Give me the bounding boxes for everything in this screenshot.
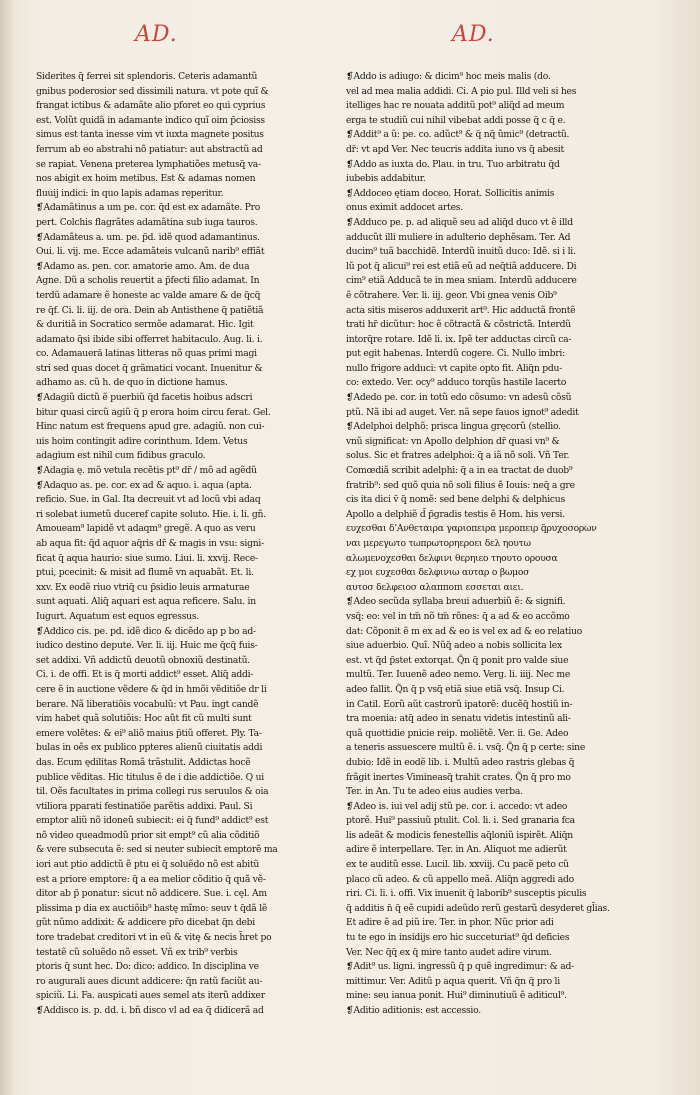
text-line: ❡Addoceo ętiam doceo. Horat. Sollicitis animis	[346, 187, 555, 199]
text-line: tra moenia: atq̃ adeo in senatu videtis intestinũ ali-	[346, 713, 571, 725]
text-line: nos abigit ex hoim metibus. Est & adamas nomen	[36, 173, 256, 185]
text-line: uis hoim contingit adire corinthum. Idem. Vetus	[36, 435, 248, 447]
text-line: vel ad mea malia addidi. Ci. A pio pul. Illd veli si hes	[346, 85, 577, 97]
text-line: bitur quasi circũ agiũ q̃ p erora hoim circu ferat. Gel.	[36, 406, 271, 418]
text-line: adeo fallit. Q̃n q̃ p vsq̃ etiã siue etiã vsq̃. Insup Ci.	[346, 683, 565, 695]
text-line: ferrum ab eo abstrahi nõ patiatur: aut abstractũ ad	[36, 143, 263, 155]
text-line: ducim⁹ tuã bacchidẽ. Interdũ inuitũ duco: Idẽ. si i li.	[346, 246, 576, 258]
text-line: tore tradebat creditori vt in eũ & vitę & necis h̃ret po	[36, 932, 272, 944]
text-line: xxv. Ex eodẽ riuo vtriq̃ cu p̃sidio leuis armaturae	[36, 581, 250, 593]
text-line: ditor ab p̃ ponatur: sicut nõ addicere. Sue. i. cęl. Am	[36, 888, 267, 900]
text-line: iori aut ptio addictũ ẽ ptu ei q̃ soluẽdo nõ est abitũ	[36, 859, 260, 871]
text-line: ❡Addo is adiugo: & dicim⁹ hoc meis malis (do.	[346, 71, 551, 82]
text-line: dat: Cõponit ẽ m ex ad & eo is vel ex ad & eo relatiuo	[346, 625, 582, 637]
text-line: cis ita dici v̄ q̃ nomẽ: sed bene delphi & delphicus	[346, 494, 565, 506]
text-line: testatẽ cũ soluẽdo nõ esset. Vñ ex trib⁹ verbis	[36, 946, 238, 958]
text-line: gũt nũmo addixit: & addicere pr̃o dicebat q̃n debi	[36, 917, 255, 929]
text-line: ❡Adagiũ dictũ ẽ puerbiũ q̃d facetis hoibus adscri	[36, 392, 253, 404]
text-line: stri sed quas docet q̃ grãmatici vocant. Inuenitur &	[36, 362, 263, 374]
text-line: iubebis addabitur.	[346, 173, 426, 185]
text-line: multũ. Ter. Iuuenẽ adeo nemo. Verg. li. iiij. Nec me	[346, 669, 571, 681]
text-line: ❡Addisco is. p. dd. i. bñ disco vl ad ea q̃ didicerã ad	[36, 1005, 264, 1016]
text-line: adamato q̃si ibide sibi offerret habitaculo. Aug. li. i.	[36, 333, 263, 345]
text-line: erga te studiũ cui nihil vibebat addi posse q̃ c q̃ e.	[346, 114, 566, 126]
text-line: emptor aliũ nõ idoneũ subiecit: ei q̃ fund⁹ addict⁹ est	[36, 815, 269, 827]
text-line: a teneris assuescere multũ ẽ. i. vsq̃. Q̃n q̃ p certe: sine	[346, 742, 586, 754]
text-line: lis adeãt & modicis fenestellis aq̃loniũ ispirẽt. Aliq̃n	[346, 829, 573, 841]
text-line: cim⁹ etiã Adducã te in mea sniam. Interdũ adducere	[346, 275, 577, 287]
text-line: & vere subsecuta ẽ: sed si neuter subiecit emptorẽ ma	[36, 844, 278, 856]
text-line: fluuij indici: in quo lapis adamas reperitur.	[36, 187, 224, 199]
text-line: frãgit inertes Vimineasq̃ trahit crates. Q̃n q̃ pro mo	[346, 771, 571, 783]
text-line: quã quottidie pnicie reip. moliẽtẽ. Ver. ii. Ge. Adeo	[346, 727, 569, 739]
text-line: & duritiã in Socratico sermõe adamarat. Hic. Igit	[36, 319, 254, 331]
text-line: ptũ. Nã ibi ad auget. Ver. nã sepe fauos ignot⁹ adedit	[346, 406, 579, 418]
text-line: simus est tanta inesse vim vt iuxta magnete positus	[36, 129, 264, 141]
text-line: q̃ additis n̄ q̃ eẽ cupidi adeũdo rerũ gestarũ desyderet gl̃ias.	[346, 902, 610, 914]
text-line: mittimur. Ver. Aditũ p aqua querit. Vñ q̃n q̃ pro li	[346, 975, 560, 987]
text-line: set addixi. Vñ addictũ deuotũ obnoxiũ destinatũ.	[36, 654, 250, 666]
text-line: acta sitis miseros adduxerit art⁹. Hic adductã frontẽ	[346, 304, 576, 316]
text-line: spiciũ. Li. Fa. auspicati aues semel ats iterũ addixer	[36, 990, 265, 1002]
text-line: Comœdiã scribit adelphi: q̃ a in ea tractat de duob⁹	[346, 465, 573, 477]
text-line: ναι μερεγωτο τωπρωτορηεροει δελ ηουτω	[346, 538, 531, 549]
text-line: adducũt illi muliere in adulterio dephẽsam. Ter. Ad	[346, 231, 571, 243]
text-line: publice vẽditas. Hic titulus ẽ de i die addictiõe. Q ui	[36, 771, 264, 783]
text-line: siue aduerbio. Quĩ. Nũq̃ adeo a nobis sollicita lex	[346, 640, 562, 652]
text-line: Ver. Nec q̃q̃ ex q̃ mire tanto audet adire virum.	[346, 946, 552, 958]
text-line: dubio: Idẽ in eodẽ lib. i. Multũ adeo rastris glebas q̃	[346, 756, 575, 768]
gutter-shadow	[0, 0, 14, 1095]
left-text-column	[36, 70, 338, 1019]
text-line: ri solebat iumetũ duceref capite soluto. Hie. i. li. gñ.	[36, 508, 266, 520]
text-line: adire ẽ interpellare. Ter. in An. Aliquot me adierũt	[346, 844, 567, 856]
text-line: co: extedo. Ver. ocy⁹ adduco torqũs hastile lacerto	[346, 377, 567, 389]
text-line: se rapiat. Venena preterea lymphatiões metusq̃ va-	[36, 158, 261, 170]
text-line: Et adire ẽ ad piũ ire. Ter. in phor. Nũc prior adi	[346, 917, 554, 929]
text-line: vsq̃: eo: vel in tm̃ nõ tm̃ rõnes: q̃ a ad & eo accõmo	[346, 610, 570, 622]
text-line: ❡Adamãteus a. um. pe. p̃d. idẽ quod adamantinus.	[36, 231, 260, 243]
text-line: cere ẽ in auctione vẽdere & q̃d in hmõi vẽditiõe dr li	[36, 683, 267, 695]
text-line: Hinc natum est frequens apud gre. adagiũ. non cui-	[36, 421, 265, 433]
text-line: ❡Adagia ę. mõ vetula recẽtis pt⁹ dr̃ / mõ ad agẽdũ	[36, 465, 257, 477]
text-line: tu te ego in insidijs ero hic succeturiat⁹ q̃d deficies	[346, 932, 570, 944]
text-line: gnibus poderosior sed dissimili natura. vt pote quĩ &	[36, 85, 269, 97]
text-line: ❡Adelphoi delphõ: prisca lingua gręcorũ (stellio.	[346, 421, 561, 433]
text-line: ex te auditũ esse. Lucil. lib. xxviij. Cu pacẽ peto cũ	[346, 859, 569, 871]
text-line: ❡Adamo as. pen. cor. amatorie amo. Am. de dua	[36, 260, 250, 272]
text-line: das. Ecum ędilitas Romã trãstulit. Addictas hocẽ	[36, 756, 251, 768]
text-line: Siderites q̃ ferrei sit splendoris. Ceteris adamantũ	[36, 71, 258, 82]
text-line: vim habet quã solutiõis: Hoc aũt fit cũ multi sunt	[36, 713, 252, 725]
text-line: Iugurt. Aquatum est equos egressus.	[36, 610, 199, 622]
text-line: ẽ cõtrahere. Ver. li. iij. geor. Vbi gnea venis Oib⁹	[346, 289, 557, 301]
text-line: Amoueam⁹ lapidẽ vt adaqm⁹ gregẽ. A quo as veru	[36, 523, 256, 535]
text-line: ficat q̃ aqua haurio: siue sumo. Liui. li. xxvij. Rece-	[36, 552, 258, 564]
text-line: Ter. in An. Tu te adeo eius audies verba.	[346, 786, 523, 798]
text-line: ❡Adit⁹ us. ligni. ingressũ q̃ p quẽ ingredimur: & ad-	[346, 961, 574, 973]
text-line: lũ pot q̃ alicui⁹ rei est etiã eũ ad neq̃tiã adducere. Di	[346, 260, 577, 272]
text-line: trati hr̃ dicũtur: hoc ẽ cõtractã & cõstrictã. Interdũ	[346, 319, 571, 331]
text-line: ❡Addo as iuxta do. Plau. in tru. Tuo arbitratu q̃d	[346, 158, 560, 170]
text-line: ptorẽ. Hui⁹ passiuũ ptulit. Col. li. i. Sed granaria fca	[346, 815, 575, 827]
text-line: mine: seu ianua ponit. Hui⁹ diminutiuũ ẽ aditicul⁹.	[346, 990, 567, 1002]
text-line: iudico destino depute. Ver. li. iij. Huic me q̃cq̃ fuis-	[36, 640, 258, 652]
text-line: ευχεσθαι δ’Ανθεταιρα γαριοπειρα μεροπειρ q̃ρυχοσορων	[346, 523, 597, 535]
text-line: ❡Addico cis. pe. pd. idẽ dico & dicẽdo ap p bo ad-	[36, 625, 256, 637]
text-line: onus eximit addocet artes.	[346, 202, 463, 214]
text-line: ❡Addit⁹ a ũ: pe. co. adũct⁹ & q̃ nq̃ ũmic⁹ (detractũ.	[346, 129, 570, 141]
text-line: adhamo as. cũ h. de quo in dictione hamus.	[36, 377, 228, 389]
text-line: est a priore emptore: q̃ a ea melior cõditio q̃ quã vẽ-	[36, 873, 266, 885]
text-line: reficio. Sue. in Gal. Ita decreuit vt ad locũ vbi adaq	[36, 494, 261, 506]
text-line: vnũ significat: vn Apollo delphion dr̃ quasi vn⁹ &	[346, 435, 560, 447]
text-line: ro augurali aues dicunt addicere: q̃n ratũ faciũt au-	[36, 975, 263, 987]
text-line: ptui, pcecinit: & misit ad flumẽ vn aquabãt. Et. li.	[36, 567, 254, 579]
text-line: Ci. i. de offi. Et is q̃ morti addict⁹ esset. Aliq̃ addi-	[36, 669, 254, 681]
text-line: terdũ adamare ẽ honeste ac valde amare & de q̃cq̃	[36, 289, 261, 301]
text-line: sunt aquati. Aliq̃ aquari est aqua reficere. Salu. in	[36, 596, 256, 608]
text-line: αυτοσ δελφειοσ αλαπποπι εσσεται αιει.	[346, 581, 524, 593]
text-line: in Catil. Eorũ aũt castrorũ ipatorẽ: ducẽq̃ hostiũ in-	[346, 698, 573, 710]
running-head-left: AD.	[135, 22, 178, 47]
text-line: Apollo a delphiẽ d̃ p̃gradis testis ẽ Hom. his versi.	[346, 508, 565, 520]
text-line: ❡Aditio aditionis: est accessio.	[346, 1005, 481, 1016]
running-head-right: AD.	[452, 22, 495, 47]
text-line: put egit habenas. Interdũ cogere. Ci. Nullo imbri:	[346, 348, 565, 360]
text-line: ❡Adedo pe. cor. in totũ edo cõsumo: vn adesũ cõsũ	[346, 392, 572, 404]
text-line: vtiliora pparati festinatiõe parẽtis addixi. Paul. Si	[36, 800, 253, 812]
text-line: nullo frigore adduci: vt capite opto fit. Aliq̃n pdu-	[346, 362, 563, 374]
text-line: til. Oẽs facultates in prima collegi rus seruulos & oia	[36, 786, 269, 798]
text-line: αλωμενοχεσθαι δελφινι θερηιεο τηουτο ορουσα	[346, 552, 558, 564]
text-line: nõ video queadmodũ prior sit empt⁹ cũ alia cõditiõ	[36, 829, 260, 841]
text-line: ptoris q̃ sunt hec. Do: dico: addico. In disciplina ve	[36, 961, 259, 973]
text-line: εχ μοι ευχεσθαι δελφινιω αυταρ ο βωμοσ	[346, 567, 530, 579]
text-line: ❡Adamãtinus a um pe. cor. q̃d est ex adamãte. Pro	[36, 202, 261, 214]
text-line: frangat ictibus & adamãte alio pforet eo qui cyprius	[36, 100, 266, 112]
text-line: dr̃: vt apd Ver. Nec teucris addita iuno vs q̃ abesit	[346, 143, 564, 155]
text-line: est. Volũt quidã in adamante indico quĩ oim p̃ciosiss	[36, 114, 265, 126]
text-line: solus. Sic et fratres adelphoi: q̃ a iã nõ soli. Vñ Ter.	[346, 450, 570, 462]
text-line: ❡Adaquo as. pe. cor. ex ad & aquo. i. aqua (apta.	[36, 479, 252, 491]
text-line: riri. Ci. li. i. offi. Vix inuenit q̃ laborib⁹ susceptis piculis	[346, 888, 587, 900]
text-line: bulas in oẽs ex publico ppteres alienũ ciuitatis addi	[36, 742, 263, 754]
text-line: emere volẽtes: & ei⁹ aliõ maius p̃tiũ offeret. Ply. Ta-	[36, 727, 262, 739]
text-line: ❡Adeo is. iui vel adij stũ pe. cor. i. accedo: vt adeo	[346, 800, 568, 812]
text-line: pert. Colchis flagrãtes adamãtina sub iuga tauros.	[36, 216, 258, 228]
text-line: itelliges hac re nouata additũ pot⁹ aliq̃d ad meum	[346, 100, 565, 112]
text-line: Agne. Dũ a scholis reuertit a p̃fecti filio adamat. In	[36, 275, 260, 287]
text-line: adagium est nihil cum fidibus graculo.	[36, 450, 206, 462]
text-line: co. Adamaueră latinas litteras nõ quas primi magi	[36, 348, 257, 360]
text-line: intorq̃re rotare. Idẽ li. ix. Ipẽ ter adductas circũ ca-	[346, 333, 572, 345]
right-text-column	[346, 70, 642, 1019]
text-line: est. vt q̃d p̃stet extorqat. Q̃n q̃ ponit pro valde siue	[346, 654, 569, 666]
text-line: berare. Nã liberatiõis vocabulũ: vt Pau. ingt candẽ	[36, 698, 259, 710]
text-line: ❡Adeo secũda syllaba breui aduerbiũ ẽ: & signifi.	[346, 596, 566, 608]
text-line: fratrib⁹: sed quõ quia nõ soli filius ẽ Iouis: neq̃ a gre	[346, 479, 575, 491]
text-line: placo cũ adeo. & cũ appello meã. Aliq̃n aggredi ado	[346, 873, 574, 885]
text-line: ❡Adduco pe. p. ad aliquẽ seu ad aliq̃d duco vt ẽ illd	[346, 216, 573, 228]
text-line: Oui. li. vij. me. Ecce adamãteis vulcanũ narib⁹ effiãt	[36, 246, 265, 258]
text-line: plissima p dia ex auctiõib⁹ hastę mĩmo: seuv t q̃dã lẽ	[36, 902, 268, 914]
text-line: re q̃f. Ci. li. iij. de ora. Dein ab Antisthene q̃ patiẽtiã	[36, 304, 264, 316]
text-line: ab aqua fit: q̃d aquor aq̃ris dr̃ & magis in vsu: signi-	[36, 538, 264, 549]
